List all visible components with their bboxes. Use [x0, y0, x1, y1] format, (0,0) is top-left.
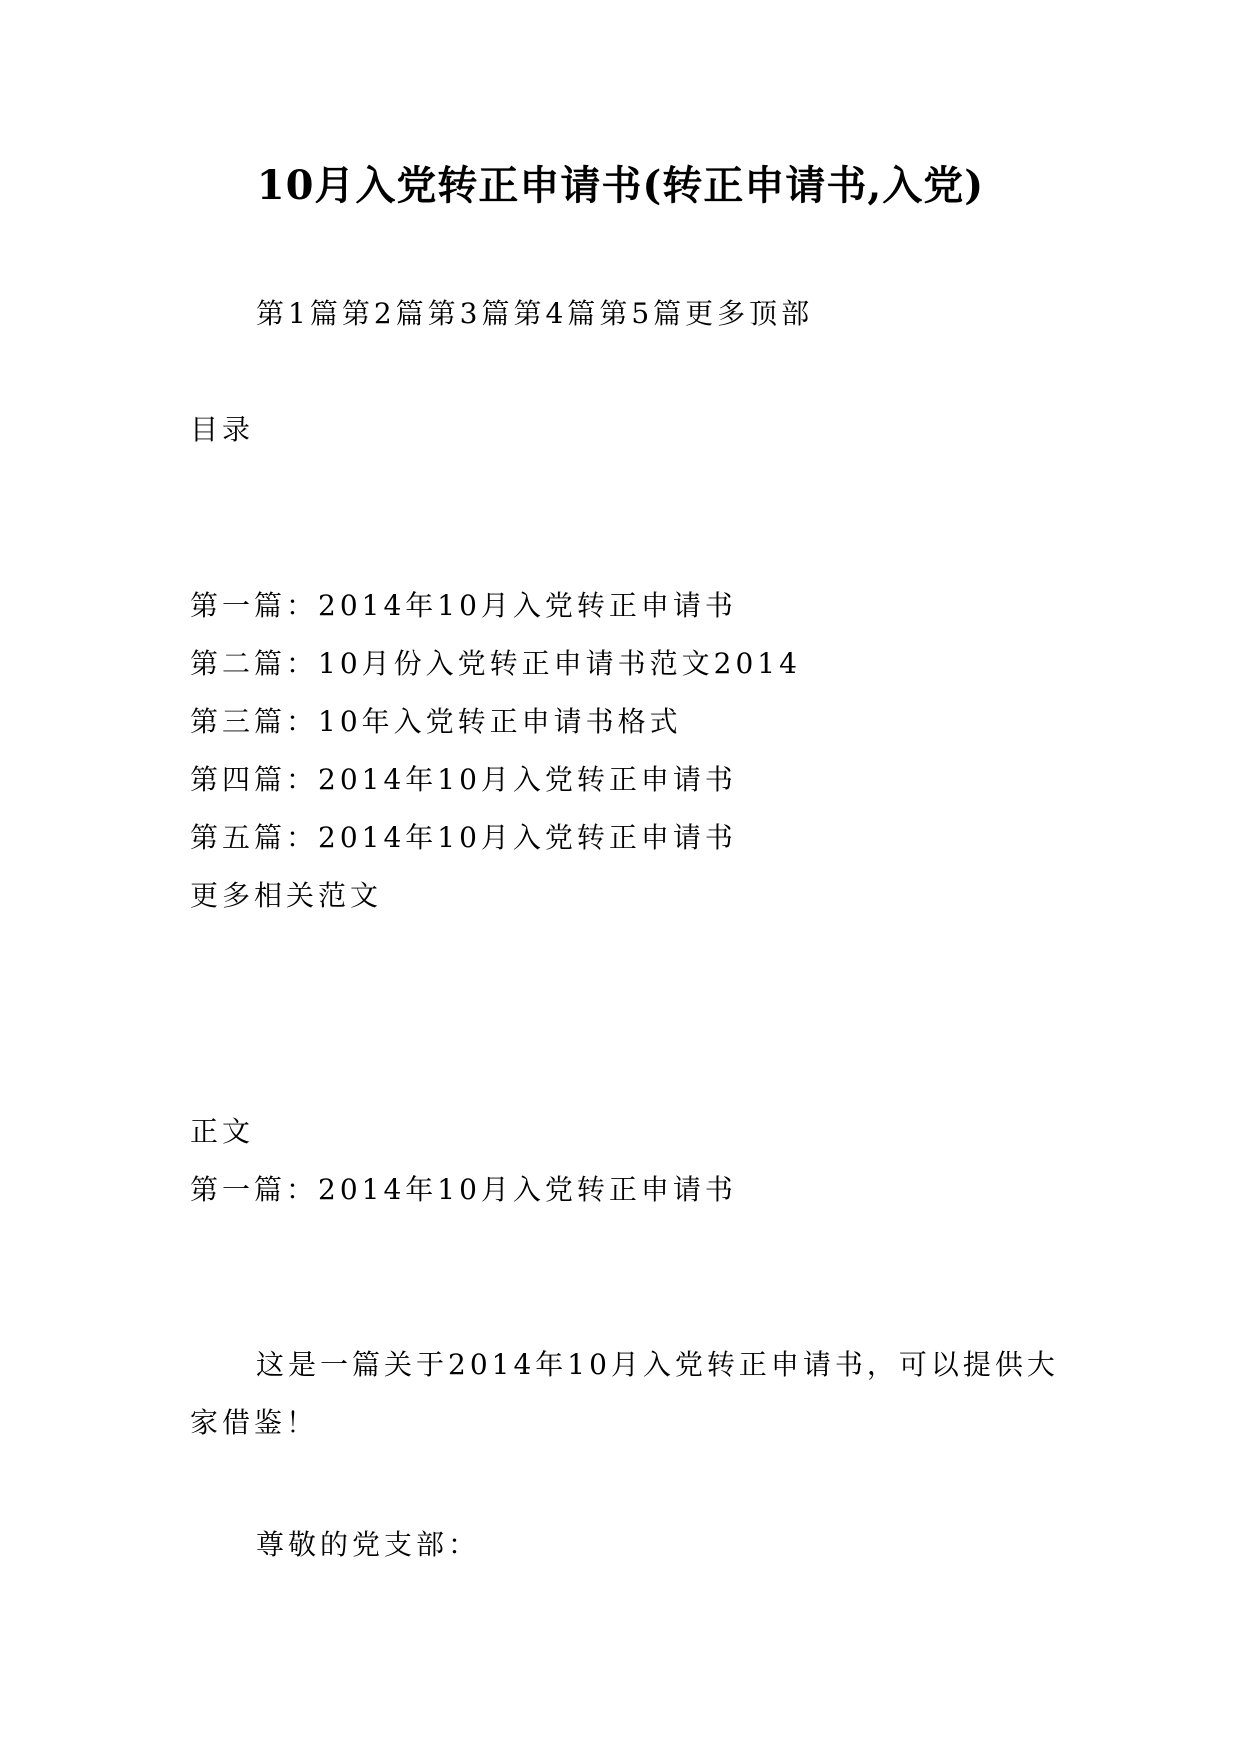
section-title: 第一篇：2014年10月入党转正申请书 [190, 1173, 737, 1206]
salutation: 尊敬的党支部： [256, 1528, 481, 1561]
document-title: 10月入党转正申请书(转正申请书,入党) [256, 162, 985, 209]
nav-chapter-5[interactable]: 第5篇 [599, 297, 686, 330]
nav-chapter-4[interactable]: 第4篇 [513, 297, 600, 330]
toc-item-5[interactable]: 第五篇：2014年10月入党转正申请书 [190, 821, 737, 854]
nav-chapter-3[interactable]: 第3篇 [427, 297, 514, 330]
nav-chapter-1[interactable]: 第1篇 [256, 297, 342, 330]
toc-more-link[interactable]: 更多相关范文 [190, 879, 383, 912]
toc-item-1[interactable]: 第一篇：2014年10月入党转正申请书 [190, 589, 737, 622]
toc-heading: 目录 [190, 413, 255, 446]
nav-top[interactable]: 顶部 [749, 297, 814, 330]
chapter-nav [256, 294, 813, 334]
toc-item-4[interactable]: 第四篇：2014年10月入党转正申请书 [190, 763, 737, 796]
nav-more[interactable]: 更多 [685, 297, 750, 330]
toc-item-2[interactable]: 第二篇：10月份入党转正申请书范文2014 [190, 647, 801, 680]
body-heading: 正文 [190, 1115, 255, 1148]
toc-item-3[interactable]: 第三篇：10年入党转正申请书格式 [190, 705, 682, 738]
nav-chapter-2[interactable]: 第2篇 [341, 297, 428, 330]
intro-paragraph: 这是一篇关于2014年10月入党转正申请书，可以提供大家借鉴！ [190, 1348, 1059, 1439]
